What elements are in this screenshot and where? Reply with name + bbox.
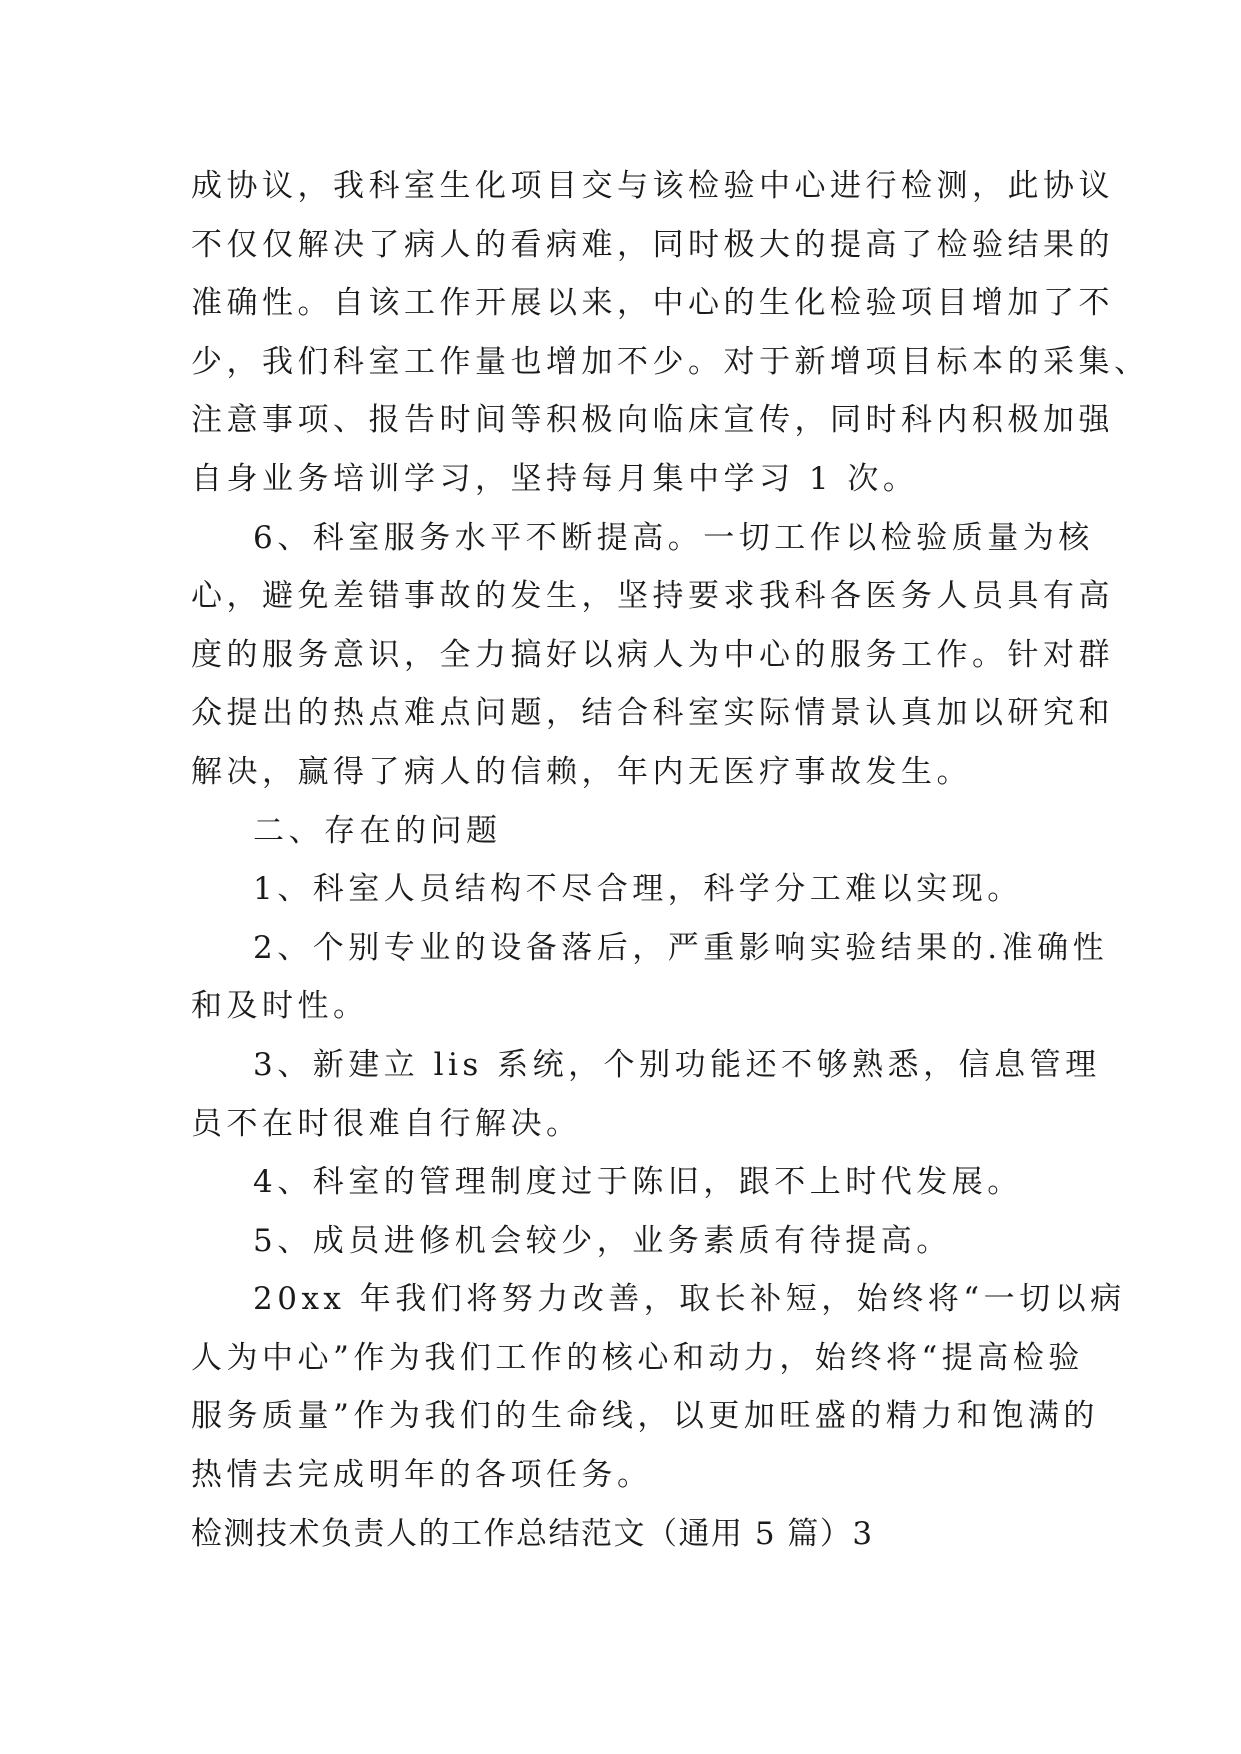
text-line: 心，避免差错事故的发生，坚持要求我科各医务人员具有高 — [191, 578, 1114, 615]
text-line: 人为中心”作为我们工作的核心和动力，始终将“提高检验 — [191, 1339, 1084, 1376]
text-line: 6、科室服务水平不断提高。一切工作以检验质量为核 — [253, 519, 1094, 556]
text-line: 3、新建立 lis 系统，个别功能还不够熟悉，信息管理 — [253, 1046, 1101, 1083]
problem-item-3 — [191, 1036, 1101, 1153]
section-title-text: 检测技术负责人的工作总结范文（通用 5 篇）3 — [191, 1515, 874, 1552]
problem-item-5 — [191, 1212, 1051, 1271]
document-body — [191, 157, 1150, 1563]
text-line: 热情去完成明年的各项任务。 — [191, 1457, 653, 1494]
document-section-title — [191, 1505, 1051, 1564]
text-line: 5、成员进修机会较少，业务素质有待提高。 — [253, 1222, 952, 1259]
text-line: 准确性。自该工作开展以来，中心的生化检验项目增加了不 — [191, 285, 1114, 322]
paragraph-agreement — [191, 157, 1150, 509]
text-line: 少，我们科室工作量也增加不少。对于新增项目标本的采集、 — [191, 343, 1150, 380]
paragraph-outlook — [191, 1270, 1126, 1504]
text-line: 员不在时很难自行解决。 — [191, 1105, 582, 1142]
text-line: 2、个别专业的设备落后，严重影响实验结果的.准确性 — [253, 929, 1109, 966]
text-line: 自身业务培训学习，坚持每月集中学习 1 次。 — [191, 460, 919, 497]
heading-text: 二、存在的问题 — [253, 812, 502, 849]
problem-item-4 — [191, 1153, 1051, 1212]
text-line: 不仅仅解决了病人的看病难，同时极大的提高了检验结果的 — [191, 226, 1114, 263]
text-line: 解决，赢得了病人的信赖，年内无医疗事故发生。 — [191, 753, 972, 790]
problem-item-1 — [191, 860, 1051, 919]
problem-item-2 — [191, 919, 1109, 1036]
text-line: 4、科室的管理制度过于陈旧，跟不上时代发展。 — [253, 1164, 1023, 1201]
text-line: 服务质量”作为我们的生命线，以更加旺盛的精力和饱满的 — [191, 1398, 1099, 1435]
text-line: 注意事项、报告时间等积极向临床宣传，同时科内积极加强 — [191, 402, 1114, 439]
text-line: 众提出的热点难点问题，结合科室实际情景认真加以研究和 — [191, 695, 1114, 732]
text-line: 和及时性。 — [191, 988, 369, 1025]
section-heading-problems — [191, 802, 1051, 861]
paragraph-service-level — [191, 509, 1114, 802]
text-line: 成协议，我科室生化项目交与该检验中心进行检测，此协议 — [191, 168, 1114, 204]
text-line: 20xx 年我们将努力改善，取长补短，始终将“一切以病 — [253, 1281, 1126, 1318]
text-line: 1、科室人员结构不尽合理，科学分工难以实现。 — [253, 871, 1023, 908]
text-line: 度的服务意识，全力搞好以病人为中心的服务工作。针对群 — [191, 636, 1114, 673]
